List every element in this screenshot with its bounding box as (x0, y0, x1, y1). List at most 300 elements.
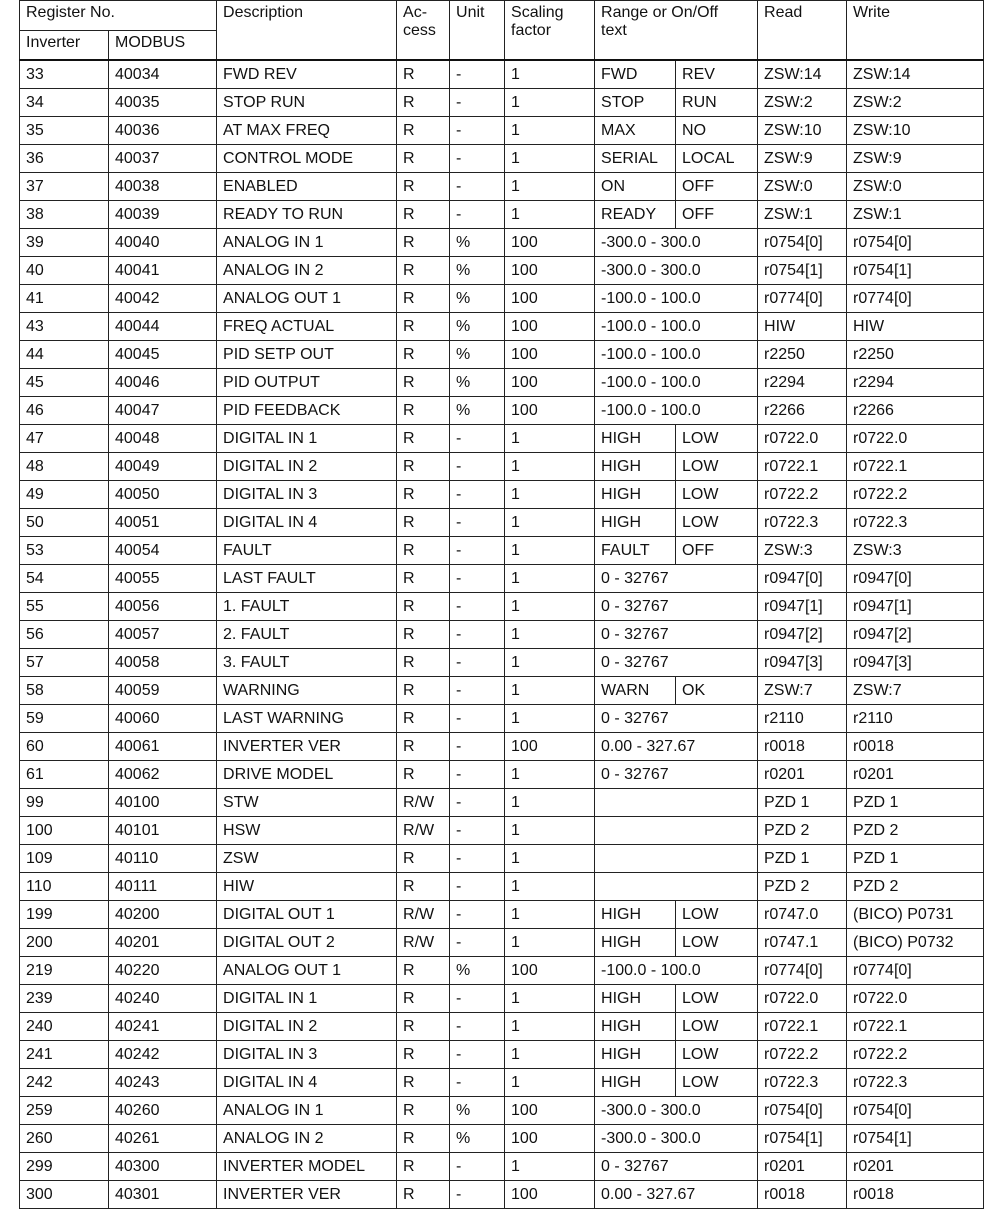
cell-scaling-factor: 100 (505, 369, 595, 397)
cell-range: 0.00 - 327.67 (595, 733, 758, 761)
cell-read: ZSW:2 (758, 89, 847, 117)
cell-write: r0754[0] (847, 1097, 984, 1125)
cell-off-text: RUN (676, 89, 758, 117)
cell-unit: - (450, 985, 505, 1013)
cell-access: R (397, 845, 450, 873)
cell-modbus-register: 40044 (109, 313, 217, 341)
table-row (20, 733, 984, 761)
cell-modbus-register: 40201 (109, 929, 217, 957)
cell-scaling-factor: 100 (505, 229, 595, 257)
cell-unit: - (450, 733, 505, 761)
cell-access: R (397, 621, 450, 649)
cell-read: r0201 (758, 1153, 847, 1181)
cell-access: R (397, 257, 450, 285)
cell-scaling-factor: 1 (505, 649, 595, 677)
cell-write: r0018 (847, 1181, 984, 1209)
cell-inverter-register: 47 (20, 425, 109, 453)
header-register-no: Register No. (20, 1, 217, 31)
cell-inverter-register: 49 (20, 481, 109, 509)
cell-read: ZSW:1 (758, 201, 847, 229)
cell-scaling-factor: 1 (505, 761, 595, 789)
cell-inverter-register: 54 (20, 565, 109, 593)
cell-unit: - (450, 621, 505, 649)
cell-description: ENABLED (217, 173, 397, 201)
cell-modbus-register: 40059 (109, 677, 217, 705)
cell-scaling-factor: 1 (505, 789, 595, 817)
cell-read: r2294 (758, 369, 847, 397)
cell-scaling-factor: 1 (505, 621, 595, 649)
header-scaling (505, 1, 595, 61)
cell-write: r0754[1] (847, 257, 984, 285)
cell-inverter-register: 109 (20, 845, 109, 873)
cell-modbus-register: 40300 (109, 1153, 217, 1181)
cell-read: r0774[0] (758, 285, 847, 313)
cell-modbus-register: 40054 (109, 537, 217, 565)
cell-description: INVERTER VER (217, 1181, 397, 1209)
cell-modbus-register: 40058 (109, 649, 217, 677)
cell-write: r0774[0] (847, 285, 984, 313)
cell-access: R (397, 145, 450, 173)
cell-read: r0722.1 (758, 1013, 847, 1041)
cell-modbus-register: 40040 (109, 229, 217, 257)
cell-write: r0722.3 (847, 1069, 984, 1097)
cell-unit: - (450, 565, 505, 593)
cell-modbus-register: 40051 (109, 509, 217, 537)
cell-access: R (397, 285, 450, 313)
cell-access: R (397, 173, 450, 201)
cell-unit: - (450, 89, 505, 117)
table-row (20, 341, 984, 369)
cell-on-text: HIGH (595, 1069, 676, 1097)
cell-range: -300.0 - 300.0 (595, 1097, 758, 1125)
table-row (20, 60, 984, 89)
table-body (20, 60, 984, 1209)
cell-inverter-register: 110 (20, 873, 109, 901)
header-inverter: Inverter (20, 31, 109, 61)
cell-description: FREQ ACTUAL (217, 313, 397, 341)
cell-write: r0754[1] (847, 1125, 984, 1153)
cell-description: ZSW (217, 845, 397, 873)
cell-off-text: LOCAL (676, 145, 758, 173)
cell-unit: - (450, 817, 505, 845)
cell-access: R (397, 229, 450, 257)
cell-inverter-register: 60 (20, 733, 109, 761)
cell-off-text: OFF (676, 201, 758, 229)
cell-modbus-register: 40036 (109, 117, 217, 145)
cell-on-text: FWD (595, 60, 676, 89)
cell-modbus-register: 40240 (109, 985, 217, 1013)
cell-unit: - (450, 117, 505, 145)
cell-scaling-factor: 1 (505, 89, 595, 117)
cell-write: r0947[0] (847, 565, 984, 593)
cell-on-text: SERIAL (595, 145, 676, 173)
cell-write: ZSW:0 (847, 173, 984, 201)
cell-range: 0 - 32767 (595, 565, 758, 593)
cell-modbus-register: 40035 (109, 89, 217, 117)
cell-description: PID OUTPUT (217, 369, 397, 397)
cell-access: R (397, 425, 450, 453)
cell-description: CONTROL MODE (217, 145, 397, 173)
cell-modbus-register: 40037 (109, 145, 217, 173)
cell-access: R (397, 481, 450, 509)
cell-access: R (397, 117, 450, 145)
cell-inverter-register: 56 (20, 621, 109, 649)
cell-write: ZSW:1 (847, 201, 984, 229)
cell-modbus-register: 40261 (109, 1125, 217, 1153)
cell-inverter-register: 99 (20, 789, 109, 817)
table-row (20, 649, 984, 677)
cell-access: R (397, 509, 450, 537)
cell-range: 0 - 32767 (595, 593, 758, 621)
cell-inverter-register: 41 (20, 285, 109, 313)
cell-inverter-register: 43 (20, 313, 109, 341)
table-row (20, 369, 984, 397)
cell-write: r0722.2 (847, 1041, 984, 1069)
cell-scaling-factor: 100 (505, 257, 595, 285)
cell-range: -100.0 - 100.0 (595, 341, 758, 369)
cell-range (595, 817, 758, 845)
cell-range: -100.0 - 100.0 (595, 369, 758, 397)
cell-description: ANALOG IN 1 (217, 1097, 397, 1125)
cell-modbus-register: 40039 (109, 201, 217, 229)
cell-unit: - (450, 537, 505, 565)
cell-off-text: LOW (676, 425, 758, 453)
cell-write: r0722.0 (847, 985, 984, 1013)
cell-access: R (397, 705, 450, 733)
table-row (20, 1153, 984, 1181)
cell-unit: - (450, 1041, 505, 1069)
cell-write: PZD 1 (847, 789, 984, 817)
cell-description: HSW (217, 817, 397, 845)
table-row (20, 705, 984, 733)
cell-read: r0201 (758, 761, 847, 789)
cell-on-text: HIGH (595, 1013, 676, 1041)
cell-inverter-register: 200 (20, 929, 109, 957)
table-row (20, 537, 984, 565)
cell-modbus-register: 40055 (109, 565, 217, 593)
table-row (20, 425, 984, 453)
cell-range: -100.0 - 100.0 (595, 957, 758, 985)
cell-access: R (397, 649, 450, 677)
cell-access: R (397, 1013, 450, 1041)
cell-inverter-register: 36 (20, 145, 109, 173)
cell-read: HIW (758, 313, 847, 341)
cell-modbus-register: 40049 (109, 453, 217, 481)
cell-write: r0201 (847, 761, 984, 789)
cell-inverter-register: 59 (20, 705, 109, 733)
table-row (20, 229, 984, 257)
cell-read: r0754[1] (758, 1125, 847, 1153)
cell-range: -300.0 - 300.0 (595, 1125, 758, 1153)
cell-read: r0947[2] (758, 621, 847, 649)
cell-unit: - (450, 593, 505, 621)
cell-scaling-factor: 1 (505, 1069, 595, 1097)
cell-scaling-factor: 100 (505, 733, 595, 761)
header-access-line2: cess (403, 22, 436, 39)
cell-scaling-factor: 1 (505, 453, 595, 481)
cell-unit: - (450, 901, 505, 929)
cell-read: ZSW:9 (758, 145, 847, 173)
cell-inverter-register: 260 (20, 1125, 109, 1153)
cell-inverter-register: 199 (20, 901, 109, 929)
table-row (20, 145, 984, 173)
cell-description: WARNING (217, 677, 397, 705)
header-access-line1: Ac- (403, 4, 428, 21)
cell-scaling-factor: 1 (505, 929, 595, 957)
cell-description: DIGITAL OUT 1 (217, 901, 397, 929)
cell-off-text: LOW (676, 509, 758, 537)
cell-scaling-factor: 1 (505, 985, 595, 1013)
cell-unit: - (450, 145, 505, 173)
cell-modbus-register: 40046 (109, 369, 217, 397)
cell-write: ZSW:10 (847, 117, 984, 145)
cell-scaling-factor: 1 (505, 901, 595, 929)
cell-write: r0722.3 (847, 509, 984, 537)
table-row (20, 285, 984, 313)
cell-unit: - (450, 425, 505, 453)
cell-inverter-register: 240 (20, 1013, 109, 1041)
cell-write: (BICO) P0732 (847, 929, 984, 957)
cell-access: R (397, 677, 450, 705)
cell-modbus-register: 40260 (109, 1097, 217, 1125)
cell-read: PZD 2 (758, 873, 847, 901)
cell-range: 0.00 - 327.67 (595, 1181, 758, 1209)
cell-read: r0947[1] (758, 593, 847, 621)
cell-inverter-register: 55 (20, 593, 109, 621)
table-row (20, 117, 984, 145)
table-row (20, 257, 984, 285)
cell-unit: - (450, 509, 505, 537)
cell-write: r0722.1 (847, 453, 984, 481)
cell-inverter-register: 38 (20, 201, 109, 229)
cell-on-text: HIGH (595, 901, 676, 929)
cell-write: ZSW:9 (847, 145, 984, 173)
cell-access: R (397, 1153, 450, 1181)
cell-read: ZSW:14 (758, 60, 847, 89)
cell-read: r0018 (758, 733, 847, 761)
cell-modbus-register: 40101 (109, 817, 217, 845)
cell-unit: % (450, 369, 505, 397)
cell-write: r2250 (847, 341, 984, 369)
table-row (20, 677, 984, 705)
table-row (20, 1069, 984, 1097)
cell-read: ZSW:0 (758, 173, 847, 201)
cell-on-text: HIGH (595, 1041, 676, 1069)
cell-unit: - (450, 761, 505, 789)
cell-description: 2. FAULT (217, 621, 397, 649)
cell-description: ANALOG OUT 1 (217, 957, 397, 985)
cell-scaling-factor: 1 (505, 1153, 595, 1181)
cell-read: PZD 1 (758, 845, 847, 873)
table-row (20, 201, 984, 229)
cell-read: r0774[0] (758, 957, 847, 985)
cell-scaling-factor: 1 (505, 677, 595, 705)
cell-write: r0754[0] (847, 229, 984, 257)
cell-range: -100.0 - 100.0 (595, 313, 758, 341)
cell-access: R (397, 761, 450, 789)
table-row (20, 957, 984, 985)
table-row (20, 761, 984, 789)
cell-range: 0 - 32767 (595, 1153, 758, 1181)
cell-access: R (397, 453, 450, 481)
cell-description: HIW (217, 873, 397, 901)
cell-access: R (397, 1069, 450, 1097)
cell-scaling-factor: 1 (505, 60, 595, 89)
cell-description: DIGITAL IN 2 (217, 1013, 397, 1041)
cell-unit: - (450, 1181, 505, 1209)
cell-read: ZSW:10 (758, 117, 847, 145)
table-row (20, 397, 984, 425)
cell-off-text: LOW (676, 929, 758, 957)
cell-on-text: HIGH (595, 509, 676, 537)
table-row (20, 985, 984, 1013)
header-range (595, 1, 758, 61)
table-row (20, 313, 984, 341)
cell-read: ZSW:7 (758, 677, 847, 705)
table-row (20, 901, 984, 929)
register-table (19, 0, 984, 1209)
table-row (20, 453, 984, 481)
table-row (20, 509, 984, 537)
cell-description: DIGITAL IN 2 (217, 453, 397, 481)
cell-read: r2110 (758, 705, 847, 733)
cell-access: R (397, 89, 450, 117)
cell-write: PZD 2 (847, 873, 984, 901)
cell-inverter-register: 53 (20, 537, 109, 565)
header-read: Read (758, 1, 847, 61)
header-modbus: MODBUS (109, 31, 217, 61)
cell-inverter-register: 219 (20, 957, 109, 985)
cell-modbus-register: 40047 (109, 397, 217, 425)
cell-on-text: HIGH (595, 929, 676, 957)
cell-modbus-register: 40200 (109, 901, 217, 929)
cell-unit: % (450, 313, 505, 341)
cell-read: r0722.3 (758, 509, 847, 537)
cell-description: AT MAX FREQ (217, 117, 397, 145)
cell-description: DIGITAL IN 1 (217, 985, 397, 1013)
cell-scaling-factor: 1 (505, 173, 595, 201)
header-description: Description (217, 1, 397, 61)
cell-access: R/W (397, 789, 450, 817)
cell-modbus-register: 40034 (109, 60, 217, 89)
cell-write: ZSW:14 (847, 60, 984, 89)
cell-unit: % (450, 397, 505, 425)
cell-read: r0722.2 (758, 481, 847, 509)
cell-on-text: ON (595, 173, 676, 201)
cell-modbus-register: 40056 (109, 593, 217, 621)
cell-modbus-register: 40048 (109, 425, 217, 453)
cell-range (595, 845, 758, 873)
table-row (20, 173, 984, 201)
cell-description: FWD REV (217, 60, 397, 89)
cell-inverter-register: 259 (20, 1097, 109, 1125)
cell-write: r0774[0] (847, 957, 984, 985)
cell-scaling-factor: 100 (505, 1097, 595, 1125)
cell-scaling-factor: 100 (505, 397, 595, 425)
cell-off-text: LOW (676, 1041, 758, 1069)
cell-unit: - (450, 789, 505, 817)
cell-read: r0947[0] (758, 565, 847, 593)
cell-off-text: LOW (676, 481, 758, 509)
cell-read: r0754[1] (758, 257, 847, 285)
cell-description: DIGITAL IN 1 (217, 425, 397, 453)
cell-access: R (397, 341, 450, 369)
cell-scaling-factor: 1 (505, 705, 595, 733)
header-scaling-line2: factor (511, 22, 552, 39)
cell-read: r0722.1 (758, 453, 847, 481)
cell-inverter-register: 34 (20, 89, 109, 117)
cell-access: R/W (397, 929, 450, 957)
cell-description: INVERTER VER (217, 733, 397, 761)
cell-modbus-register: 40038 (109, 173, 217, 201)
cell-unit: - (450, 481, 505, 509)
cell-inverter-register: 33 (20, 60, 109, 89)
cell-read: r0947[3] (758, 649, 847, 677)
cell-access: R (397, 369, 450, 397)
cell-scaling-factor: 100 (505, 285, 595, 313)
cell-write: r0722.0 (847, 425, 984, 453)
cell-access: R (397, 1097, 450, 1125)
cell-access: R (397, 565, 450, 593)
cell-scaling-factor: 100 (505, 957, 595, 985)
cell-access: R (397, 1181, 450, 1209)
cell-inverter-register: 57 (20, 649, 109, 677)
cell-off-text: OFF (676, 537, 758, 565)
cell-scaling-factor: 1 (505, 425, 595, 453)
cell-access: R (397, 201, 450, 229)
cell-description: PID FEEDBACK (217, 397, 397, 425)
cell-off-text: LOW (676, 1013, 758, 1041)
cell-inverter-register: 241 (20, 1041, 109, 1069)
cell-access: R (397, 537, 450, 565)
cell-range: -100.0 - 100.0 (595, 397, 758, 425)
table-row (20, 593, 984, 621)
cell-range: -100.0 - 100.0 (595, 285, 758, 313)
cell-inverter-register: 48 (20, 453, 109, 481)
cell-access: R (397, 1125, 450, 1153)
cell-on-text: HIGH (595, 985, 676, 1013)
cell-inverter-register: 100 (20, 817, 109, 845)
header-access (397, 1, 450, 61)
cell-unit: % (450, 1097, 505, 1125)
cell-write: ZSW:2 (847, 89, 984, 117)
cell-description: FAULT (217, 537, 397, 565)
cell-read: r0747.0 (758, 901, 847, 929)
table-row (20, 1125, 984, 1153)
cell-description: DIGITAL IN 3 (217, 481, 397, 509)
cell-on-text: FAULT (595, 537, 676, 565)
cell-description: ANALOG IN 1 (217, 229, 397, 257)
cell-write: HIW (847, 313, 984, 341)
cell-range (595, 873, 758, 901)
cell-write: r0018 (847, 733, 984, 761)
cell-modbus-register: 40241 (109, 1013, 217, 1041)
cell-access: R (397, 397, 450, 425)
cell-access: R (397, 957, 450, 985)
cell-modbus-register: 40301 (109, 1181, 217, 1209)
cell-inverter-register: 300 (20, 1181, 109, 1209)
cell-modbus-register: 40057 (109, 621, 217, 649)
cell-description: LAST FAULT (217, 565, 397, 593)
header-range-line2: text (601, 22, 627, 39)
cell-description: ANALOG OUT 1 (217, 285, 397, 313)
cell-on-text: READY (595, 201, 676, 229)
table-row (20, 873, 984, 901)
cell-read: r0018 (758, 1181, 847, 1209)
cell-scaling-factor: 1 (505, 817, 595, 845)
cell-read: r0754[0] (758, 1097, 847, 1125)
table-row (20, 1097, 984, 1125)
